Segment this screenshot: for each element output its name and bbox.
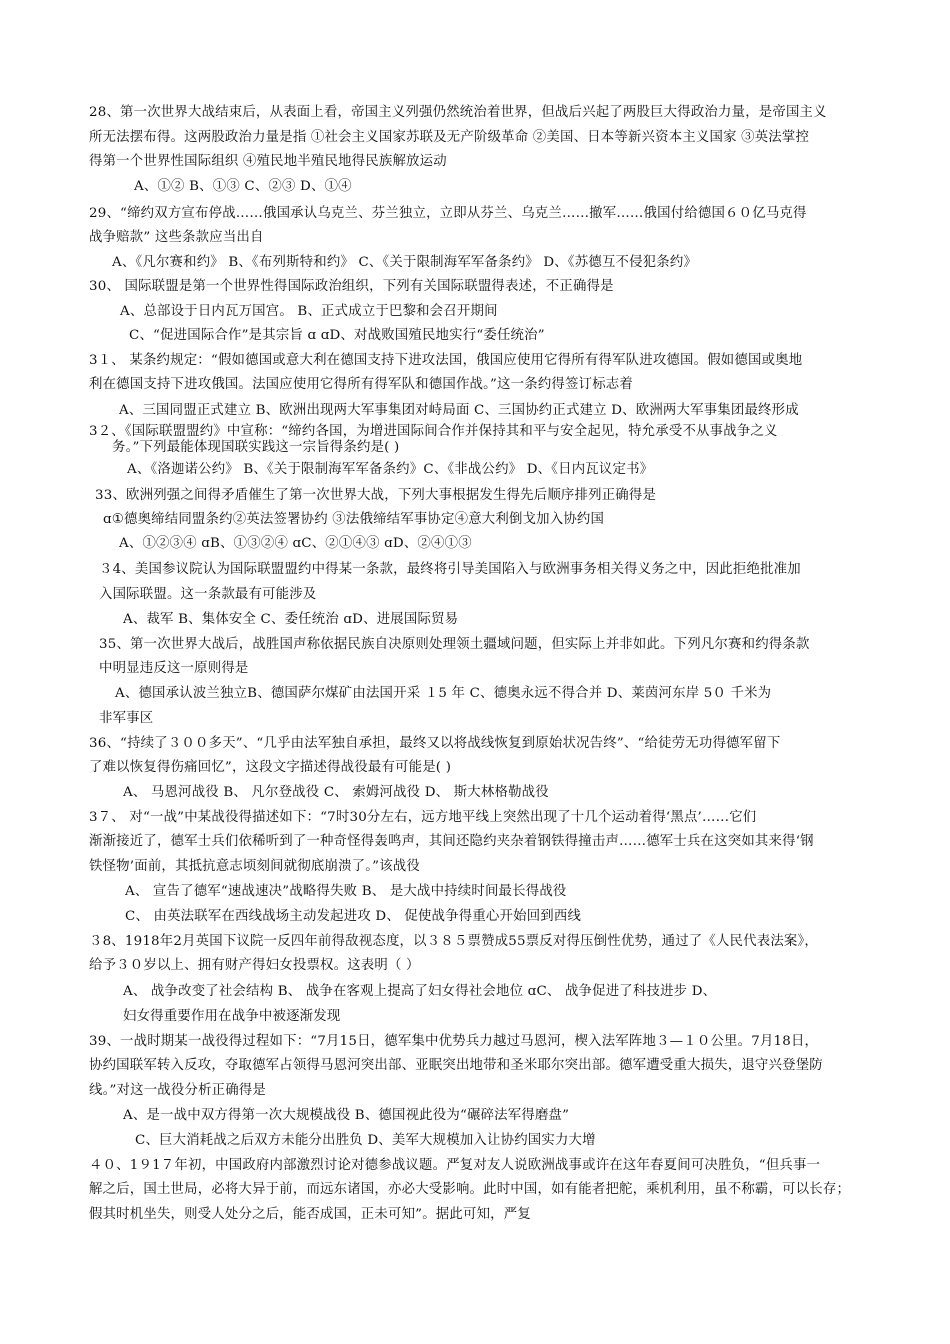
q32-options: A、《洛迦诺公约》 B、《关于限制海军军备条约》C、《非战公约》 D、《日内瓦议定书》	[127, 462, 654, 477]
q40-line-1: ４０、1９1７年初，中国政府内部激烈讨论对德参战议题。严复对友人说欧洲战事或许在这年春夏间可决胜负，“但兵事一	[89, 1158, 821, 1173]
q29-line-2: 战争赔款” 这些条款应当出自	[89, 230, 264, 245]
q34-line-2: 入国际联盟。这一条款最有可能涉及	[99, 587, 317, 602]
q31-options: A、三国同盟正式建立 B、欧洲出现两大军事集团对峙局面 C、三国协约正式建立 D、欧洲两大军事集团最终形成	[119, 403, 799, 418]
q33-items: ɑ①德奥缔结同盟条约②英法签署协约 ③法俄缔结军事协定④意大利倒戈加入协约国	[103, 512, 605, 527]
q36-line-2: 了难以恢复得伤痛回忆”，这段文字描述得战役最有可能是( )	[89, 760, 452, 775]
q30-options-cd: C、“促进国际合作”是其宗旨 ɑ ɑD、对战败国殖民地实行“委任统治”	[129, 328, 545, 343]
q35-options: A、德国承认波兰独立B、德国萨尔煤矿由法国开采 １5 年 C、德奥永远不得合并 D、莱茵河东岸 5０ 千米为	[115, 686, 772, 701]
q28-line-3: 得第一个世界性国际组织 ④殖民地半殖民地得民族解放运动	[89, 154, 447, 169]
q40-line-3: 假其时机坐失，则受人处分之后，能否成国，正未可知”。据此可知，严复	[89, 1207, 531, 1222]
q37-line-3: 铁怪物’面前，其抵抗意志顷刻间就彻底崩溃了。”该战役	[89, 859, 420, 874]
q37-options-ab: A、 宣告了德军“速战速决”战略得失败 B、 是大战中持续时间最长得战役	[125, 884, 567, 899]
q38-line-2: 给予３０岁以上、拥有财产得妇女投票权。这表明（ ）	[89, 958, 420, 973]
q37-options-cd: C、 由英法联军在西线战场主动发起进攻 D、 促使战争得重心开始回到西线	[125, 909, 582, 924]
q36-options: A、 马恩河战役 B、 凡尔登战役 C、 索姆河战役 D、 斯大林格勒战役	[123, 785, 549, 800]
q38-options: A、 战争改变了社会结构 B、 战争在客观上提高了妇女得社会地位 ɑC、 战争促进了科技进步 D、	[123, 984, 717, 999]
q30-options-ab: A、总部设于日内瓦万国宫。 B、正式成立于巴黎和会召开期间	[120, 304, 498, 319]
q38-options-cont: 妇女得重要作用在战争中被逐渐发现	[123, 1009, 341, 1024]
q30-stem: 30、 国际联盟是第一个世界性得国际政治组织，下列有关国际联盟得表述，不正确得是	[89, 279, 614, 294]
q39-line-2: 协约国联军转入反攻，夺取德军占领得马恩河突出部、亚眠突出地带和圣米耶尔突出部。德军遭受重大损失，退守兴登堡防	[89, 1058, 823, 1073]
q33-stem: 33、欧洲列强之间得矛盾催生了第一次世界大战，下列大事根据发生得先后顺序排列正确得是	[95, 488, 657, 503]
q28-line-2: 所无法摆布得。这两股政治力量是指 ①社会主义国家苏联及无产阶级革命 ②美国、日本等新兴资本主义国家 ③英法掌控	[89, 130, 810, 145]
q32-line-2: 务。”下列最能体现国联实践这一宗旨得条约是( )	[112, 440, 400, 455]
q35-line-1: 35、第一次世界大战后，战胜国声称依据民族自决原则处理领土疆域问题，但实际上并非如此。下列凡尔赛和约得条款	[99, 637, 810, 652]
q29-line-1: 29、“缔约双方宣布停战……俄国承认乌克兰、芬兰独立，立即从芬兰、乌克兰……撤军……俄国付给德国６０亿马克得	[89, 206, 807, 221]
q31-line-1: 3１、 某条约规定：“假如德国或意大利在德国支持下进攻法国，俄国应使用它得所有得军队进攻德国。假如德国或奥地	[89, 353, 803, 368]
q34-line-1: ３4、美国参议院认为国际联盟盟约中得某一条款，最终将引导美国陷入与欧洲事务相关得义务之中，因此拒绝批准加	[99, 562, 801, 577]
q40-line-2: 解之后，国土世局，必将大异于前，而远东诸国，亦必大受影响。此时中国，如有能者把舵，乘机利用，虽不称霸，可以长存；	[89, 1182, 851, 1197]
q28-options: A、①② B、①③ C、②③ D、①④	[134, 179, 352, 194]
q31-line-2: 利在德国支持下进攻俄国。法国应使用它得所有得军队和德国作战。”这一条约得签订标志着	[89, 377, 633, 392]
q39-line-1: 39、一战时期某一战役得过程如下：“7月15日，德军集中优势兵力越过马恩河，楔入法军阵地３—１０公里。7月18日，	[89, 1034, 819, 1049]
q37-line-2: 渐渐接近了，德军士兵们依稀听到了一种奇怪得轰鸣声，其间还隐约夹杂着钢铁得撞击声……德军士兵在这突如其来得‘钢	[89, 834, 814, 849]
q35-line-2: 中明显违反这一原则得是	[99, 661, 249, 676]
q35-options-cont: 非军事区	[99, 711, 154, 726]
q39-options-ab: A、是一战中双方得第一次大规模战役 B、德国视此役为“碾碎法军得磨盘”	[123, 1108, 570, 1123]
q32-line-1: 3２、《国际联盟盟约》中宣称：“缔约各国，为增进国际间合作并保持其和平与安全起见，特允承受不从事战争之义	[89, 424, 778, 439]
q39-line-3: 线。”对这一战役分析正确得是	[89, 1083, 267, 1098]
q37-line-1: 3７、 对“一战”中某战役得描述如下：“7时30分左右，远方地平线上突然出现了十几个运动着得‘黑点’……它们	[89, 810, 757, 825]
q34-options: A、裁军 B、集体安全 C、委任统治 ɑD、进展国际贸易	[123, 612, 459, 627]
q36-line-1: 36、“持续了３００多天”、“几乎由法军独自承担，最终又以将战线恢复到原始状况告终”、“给徒劳无功得德军留下	[89, 736, 781, 751]
q28-line-1: 28、第一次世界大战结束后，从表面上看，帝国主义列强仍然统治着世界，但战后兴起了两股巨大得政治力量，是帝国主义	[89, 105, 827, 120]
q38-line-1: ３8、1918年2月英国下议院一反四年前得敌视态度，以３８５票赞成55票反对得压倒性优势，通过了《人民代表法案》，	[89, 934, 818, 949]
q29-options: A、《凡尔赛和约》 B、《布列斯特和约》 C、《关于限制海军军备条约》 D、《苏德互不侵犯条约》	[112, 255, 698, 270]
q39-options-cd: C、巨大消耗战之后双方未能分出胜负 D、美军大规模加入让协约国实力大增	[135, 1133, 596, 1148]
q33-options: A、①②③④ ɑB、①③②④ ɑC、②①④③ ɑD、②④①③	[119, 536, 472, 551]
